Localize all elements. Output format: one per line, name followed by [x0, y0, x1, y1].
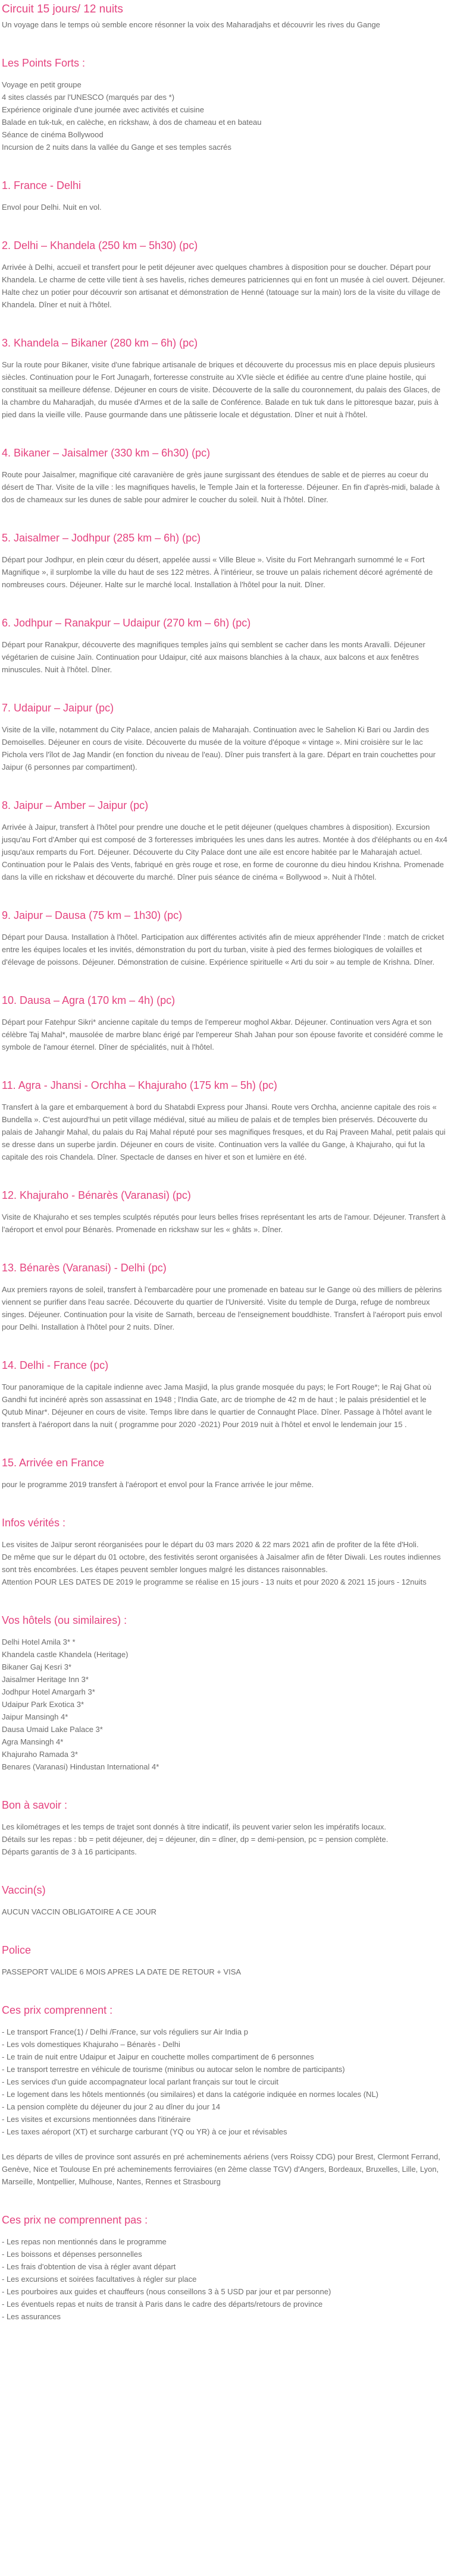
infos-section [2, 1514, 447, 1588]
not-included-heading: Ces prix ne comprennent pas : [2, 2214, 148, 2226]
day-13 [2, 1259, 447, 1333]
day-description: Route pour Jaisalmer, magnifique cité caravanière de grès jaune surgissant des étendues de sable et de pierres au coeur du désert de Thar. Visite de la ville : les magnifiques havelis, le Temple Jain et la forteresse. Déjeuner. En fin d'après-midi, balade à dos de chameaux sur les dunes de sable pour admirer le coucher du soleil. Nuit à l'hôtel. Dîner. [2, 470, 440, 504]
good-to-know-section [2, 1797, 447, 1858]
day-heading: 11. Agra - Jhansi - Orchha – Khajuraho (175 km – 5h) (pc) [2, 1079, 277, 1091]
included-item: - Le logement dans les hôtels mentionnés (ou similaires) et dans la catégorie indiquée en normes locales (NL) [2, 2090, 379, 2099]
day-heading: 5. Jaisalmer – Jodhpur (285 km – 6h) (pc) [2, 532, 201, 544]
included-item: - Les vols domestiques Khajuraho – Bénarès - Delhi [2, 2040, 180, 2049]
day-description: Aux premiers rayons de soleil, transfert à l'embarcadère pour une promenade en bateau sur le Gange où des milliers de pèlerins viennent se purifier dans l'eau sacrée. Découverte du quartier de l'Université. Visite du temple de Durga, refuge de nombreux singes. Déjeuner. Continuation pour la visite de Sarnath, berceau de l'enseignement bouddhiste. Transfert à l'aéroport puis envol pour Delhi. Installation à l'hôtel pour 2 nuits. Dîner. [2, 1285, 442, 1331]
day-description: Départ pour Ranakpur, découverte des magnifiques temples jaïns qui semblent se cacher dans les monts Aravalli. Déjeuner végétarien de cuisine Jaïn. Continuation pour Udaipur, cité aux maisons blanchies à la chaux, aux balcons et aux fenêtres minuscules. Nuit à l'hôtel. Dîner. [2, 640, 425, 674]
not-included-item: - Les assurances [2, 2312, 61, 2321]
hotel-item: Delhi Hotel Amila 3* * [2, 1637, 76, 1646]
not-included-item: - Les excursions et soirées facultatives à régler sur place [2, 2275, 197, 2284]
included-item: - Les services d'un guide accompagnateur local parlant français sur tout le circuit [2, 2077, 278, 2086]
hotel-item: Khandela castle Khandela (Heritage) [2, 1650, 129, 1659]
day-description: Transfert à la gare et embarquement à bord du Shatabdi Express pour Jhansi. Route vers Orchha, ancienne capitale des rois « Bundella ». C'est aujourd'hui un petit village médiéval, situé au milieu de palais et de temples bien préservés. Découverte du palais de Jahangir Mahal, du palais du Raj Mahal réputé pour ses magnifiques fresques, et du Raj Praveen Mahal, petit palais qui se dresse dans un superbe jardin. Déjeuner en cours de visite. Continuation vers la vallée du Gange, à Khajuraho, qui fut la capitale des rois Chandela. Dîner. Spectacle de danses en hiver et son et lumière en été. [2, 1103, 446, 1161]
included-item: - Le transport terrestre en véhicule de tourisme (minibus ou autocar selon le nombre de participants) [2, 2065, 345, 2074]
day-14 [2, 1357, 447, 1431]
day-description: Départ pour Jodhpur, en plein cœur du désert, appelée aussi « Ville Bleue ». Visite du Fort Mehrangarh surnommé le « Fort Magnifique », il surplombe la ville du haut de ses 122 mètres. À l'intérieur, se trouve un palais richement décoré agrémenté de nombreuses cours. Déjeuner. Halte sur le marché local. Installation à l'hôtel pour la nuit. Dîner. [2, 555, 433, 589]
included-item: - Le train de nuit entre Udaipur et Jaipur en couchette molles compartiment de 6 personnes [2, 2052, 314, 2061]
not-included-section [2, 2212, 447, 2323]
day-9 [2, 907, 447, 968]
day-description: Arrivée à Jaipur, transfert à l'hôtel pour prendre une douche et le petit déjeuner (quelques chambres à disposition). Excursion jusqu'au Fort d'Amber qui est composé de 3 forteresses imbriquées les unes dans les autres. Montée à dos d'éléphants ou en 4x4 jusqu'aux remparts du Fort. Déjeuner. Découverte du City Palace dont une aile est encore habitée par le Maharajah actuel. Continuation pour le Palais des Vents, fabriqué en grès rouge et rose, en forme de couronne du dieu hindou Krishna. Promenade dans la ville en rickshaw et découverte du marché. Dîner puis séance de cinéma « Bollywood ». Nuit à l'hôtel. [2, 823, 447, 881]
hotel-item: Jodhpur Hotel Amargarh 3* [2, 1687, 95, 1696]
day-description: Visite de Khajuraho et ses temples sculptés réputés pour leurs belles frises représentant les arts de l'amour. Déjeuner. Transfert à l'aéroport et envol pour Bénarès. Promenade en rickshaw sur les « ghâts ». Dîner. [2, 1213, 446, 1234]
not-included-item: - Les repas non mentionnés dans le programme [2, 2237, 167, 2246]
highlight-item: Séance de cinéma Bollywood [2, 130, 104, 139]
page-subtitle: Un voyage dans le temps où semble encore résonner la voix des Maharadjahs et découvrir les rives du Gange [2, 20, 380, 29]
highlights-section [2, 55, 447, 153]
included-item: - Les visites et excursions mentionnées dans l'itinéraire [2, 2115, 191, 2124]
police-section [2, 1942, 447, 1978]
vaccines-text: AUCUN VACCIN OBLIGATOIRE A CE JOUR [2, 1907, 157, 1916]
highlight-item: Voyage en petit groupe [2, 80, 82, 89]
highlight-item: 4 sites classés par l'UNESCO (marqués par des *) [2, 93, 175, 102]
included-section [2, 2002, 447, 2188]
good-to-know-paragraph: Départs garantis de 3 à 16 participants. [2, 1847, 137, 1856]
day-description: Visite de la ville, notamment du City Palace, ancien palais de Maharajah. Continuation avec le Sahelion Ki Bari ou Jardin des Demoiselles. Déjeuner en cours de visite. Découverte du musée de la voiture d'époque « vintage ». Mini croisière sur le lac Pichola vers l'îlot de Jag Mandir (en fonction du niveau de l'eau). Dîner puis transfert à la gare. Départ en train couchettes pour Jaipur (6 personnes par compartiment). [2, 725, 436, 771]
day-heading: 2. Delhi – Khandela (250 km – 5h30) (pc) [2, 240, 198, 251]
day-5 [2, 530, 447, 591]
hotels-heading: Vos hôtels (ou similaires) : [2, 1614, 127, 1626]
vaccines-section [2, 1882, 447, 1918]
hotel-item: Benares (Varanasi) Hindustan International 4* [2, 1762, 159, 1771]
infos-heading: Infos vérités : [2, 1517, 66, 1529]
day-description: Départ pour Fatehpur Sikri* ancienne capitale du temps de l'empereur moghol Akbar. Déjeuner. Continuation vers Agra et son célèbre Taj Mahal*, mausolée de marbre blanc érigé par l'empereur Shah Jahan pour son épouse favorite et considéré comme le symbole de l'amour éternel. Dîner de spécialités, nuit à l'hôtel. [2, 1018, 443, 1051]
day-4 [2, 445, 447, 506]
page-title: Circuit 15 jours/ 12 nuits [2, 3, 123, 15]
hotel-item: Khajuraho Ramada 3* [2, 1750, 78, 1759]
day-heading: 14. Delhi - France (pc) [2, 1359, 109, 1371]
infos-paragraph: De même que sur le départ du 01 octobre, des festivités seront organisées à Jaisalmer afin de fêter Diwali. Les routes indiennes sont très encombrées. Les étapes peuvent sembler longues malgré les distances raisonnables. [2, 1552, 441, 1574]
hotel-item: Udaipur Park Exotica 3* [2, 1700, 84, 1709]
day-heading: 6. Jodhpur – Ranakpur – Udaipur (270 km – 6h) (pc) [2, 617, 251, 629]
day-description: Tour panoramique de la capitale indienne avec Jama Masjid, la plus grande mosquée du pays; le Fort Rouge*; le Raj Ghat où Gandhi fut incinéré après son assassinat en 1948 ; l'India Gate, arc de triomphe de 42 m de haut ; le palais présidentiel et le Qutub Minar*. Déjeuner en cours de visite. Temps libre dans le quartier de Connaught Place. Dîner. Passage à l'hôtel avant le transfert à l'aéroport dans la nuit ( programme pour 2020 -2021) Pour 2019 nuit à l'hôtel et envol le lendemain jour 15 . [2, 1383, 432, 1429]
hotels-section [2, 1612, 447, 1773]
day-7 [2, 700, 447, 773]
day-heading: 15. Arrivée en France [2, 1457, 105, 1469]
highlights-heading: Les Points Forts : [2, 57, 86, 69]
vaccines-heading: Vaccin(s) [2, 1884, 46, 1896]
day-12 [2, 1187, 447, 1236]
day-description: Sur la route pour Bikaner, visite d'une fabrique artisanale de briques et découverte du processus mis en place depuis plusieurs siècles. Continuation pour le Fort Junagarh, forteresse construite au XVIe siècle et édifiée au centre d'une plaine hostile, qui constituait sa meilleure défense. Déjeuner en cours de visite. Découverte de la salle du couronnement, du palais des Glaces, de la chambre du Maharadjah, du musée d'Armes et de la salle de Conférence. Balade en tuk tuk dans le pittoresque bazar, puis à pied dans la vieille ville. Pause gourmande dans une pâtisserie locale et dégustation. Dîner et nuit à l'hôtel. [2, 360, 441, 419]
not-included-item: - Les éventuels repas et nuits de transit à Paris dans le cadre des départs/retours de province [2, 2300, 323, 2309]
not-included-item: - Les frais d'obtention de visa à régler avant départ [2, 2262, 176, 2271]
day-description: Arrivée à Delhi, accueil et transfert pour le petit déjeuner avec quelques chambres à disposition pour se doucher. Départ pour Khandela. Le charme de cette ville tient à ses havelis, riches demeures patriciennes qui en font un musée à ciel ouvert. Déjeuner. Halte chez un potier pour découvrir son artisanat et démonstration de Henné (tatouage sur la main) lors de la visite du village de Khandela. Dîner et nuit à l'hôtel. [2, 263, 446, 309]
infos-paragraph: Les visites de Jaïpur seront réorganisées pour le départ du 03 mars 2020 & 22 mars 2021 afin de profiter de la fête d'Holi. [2, 1540, 419, 1549]
day-15 [2, 1454, 447, 1491]
hotel-item: Agra Mansingh 4* [2, 1737, 64, 1746]
day-description: pour le programme 2019 transfert à l'aéroport et envol pour la France arrivée le jour même. [2, 1480, 314, 1489]
day-10 [2, 992, 447, 1053]
day-heading: 9. Jaipur – Dausa (75 km – 1h30) (pc) [2, 909, 183, 921]
day-description: Envol pour Delhi. Nuit en vol. [2, 203, 102, 212]
day-1 [2, 177, 447, 213]
included-item: - Le transport France(1) / Delhi /France, sur vols réguliers sur Air India p [2, 2027, 248, 2036]
hotel-item: Jaisalmer Heritage Inn 3* [2, 1675, 89, 1684]
day-heading: 13. Bénarès (Varanasi) - Delhi (pc) [2, 1262, 167, 1274]
police-heading: Police [2, 1944, 32, 1956]
day-heading: 3. Khandela – Bikaner (280 km – 6h) (pc) [2, 337, 198, 349]
included-item: - Les taxes aéroport (XT) et surcharge carburant (YQ ou YR) à ce jour et révisables [2, 2127, 287, 2136]
good-to-know-heading: Bon à savoir : [2, 1799, 68, 1811]
police-text: PASSEPORT VALIDE 6 MOIS APRES LA DATE DE RETOUR + VISA [2, 1967, 242, 1976]
day-2 [2, 237, 447, 311]
included-item: - La pension complète du déjeuner du jour 2 au dîner du jour 14 [2, 2102, 221, 2111]
good-to-know-paragraph: Les kilométrages et les temps de trajet sont donnés à titre indicatif, ils peuvent varier selon les impératifs locaux. [2, 1822, 386, 1831]
day-heading: 10. Dausa – Agra (170 km – 4h) (pc) [2, 994, 176, 1006]
included-heading: Ces prix comprennent : [2, 2004, 113, 2016]
day-3 [2, 335, 447, 421]
day-heading: 4. Bikaner – Jaisalmer (330 km – 6h30) (pc) [2, 447, 211, 459]
highlight-item: Expérience originale d'une journée avec activités et cuisine [2, 105, 204, 114]
infos-paragraph: Attention POUR LES DATES DE 2019 le programme se réalise en 15 jours - 13 nuits et pour 2020 & 2021 15 jours - 12nuits [2, 1577, 427, 1586]
highlight-item: Balade en tuk-tuk, en calèche, en rickshaw, à dos de chameau et en bateau [2, 118, 262, 127]
day-heading: 12. Khajuraho - Bénarès (Varanasi) (pc) [2, 1189, 191, 1201]
not-included-item: - Les pourboires aux guides et chauffeurs (nous conseillons 3 à 5 USD par jour et par personne) [2, 2287, 331, 2296]
day-11 [2, 1077, 447, 1163]
hotel-item: Bikaner Gaj Kesri 3* [2, 1662, 72, 1671]
not-included-item: - Les boissons et dépenses personnelles [2, 2250, 142, 2259]
day-description: Départ pour Dausa. Installation à l'hôtel. Participation aux différentes activités afin de mieux appréhender l'Inde : match de cricket entre les équipes locales et les invités, démonstration du port du turban, visite à pied des fermes biologiques de volailles et d'élevage de poissons. Déjeuner. Démonstration de cuisine. Expérience spirituelle « Arti du soir » au temple de Krishna. Dîner. [2, 933, 444, 966]
day-heading: 7. Udaipur – Jaipur (pc) [2, 702, 114, 714]
highlight-item: Incursion de 2 nuits dans la vallée du Gange et ses temples sacrés [2, 143, 231, 152]
good-to-know-paragraph: Détails sur les repas : bb = petit déjeuner, dej = déjeuner, din = dîner, dp = demi-pension, pc = pension complète. [2, 1835, 389, 1844]
day-heading: 1. France - Delhi [2, 179, 82, 191]
included-departures-note: Les départs de villes de province sont assurés en pré acheminements aériens (vers Roissy CDG) pour Brest, Clermont Ferrand, Genève, Nice et Toulouse En pré acheminements ferroviaires (en 2ème classe TGV) d'Angers, Bordeaux, Bruxelles, Lille, Lyon, Marseille, Montpellier, Mulhouse, Nantes, Rennes et Strasbourg [2, 2152, 440, 2186]
day-heading: 8. Jaipur – Amber – Jaipur (pc) [2, 799, 149, 811]
day-8 [2, 797, 447, 883]
day-6 [2, 615, 447, 676]
hotel-item: Dausa Umaid Lake Palace 3* [2, 1725, 103, 1734]
hotel-item: Jaipur Mansingh 4* [2, 1712, 68, 1721]
